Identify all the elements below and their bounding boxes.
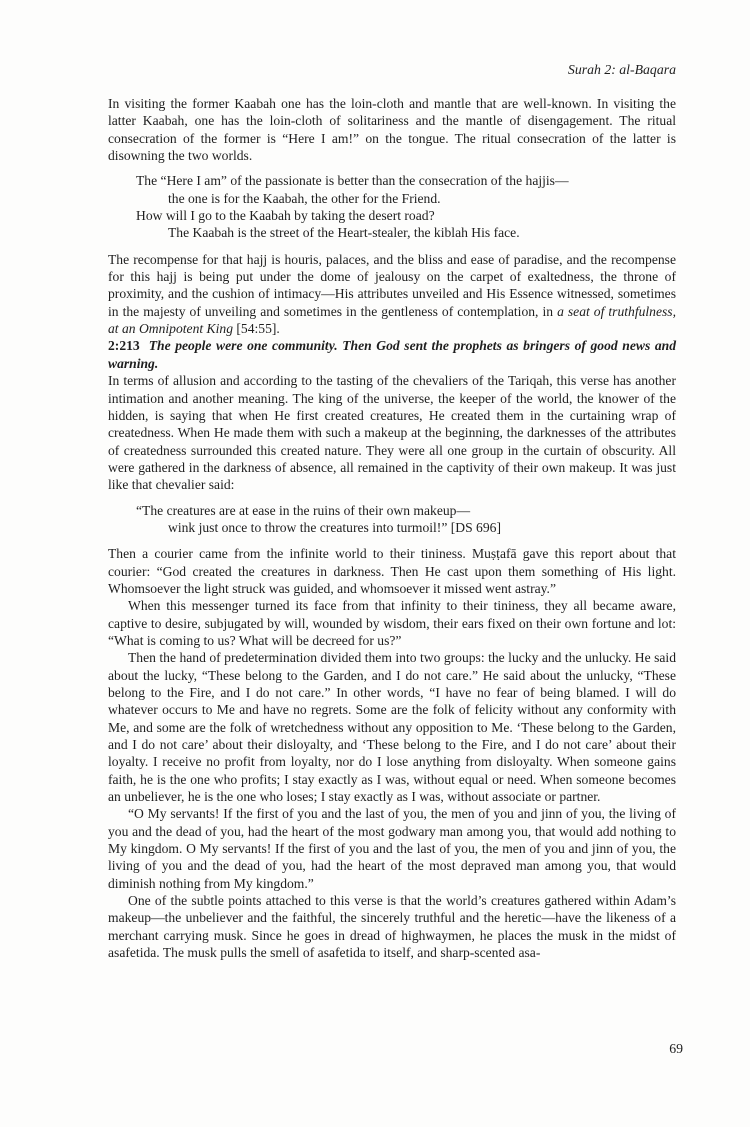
verse-heading-text: The people were one community. Then God sent the prophets as bringers of good news and warning.: [108, 338, 676, 371]
paragraph-courier: Then a courier came from the infinite world to their tininess. Muṣṭafā gave this report about that courier: “God created the creatures in darkness. Then He cast upon them something of His light. Whomsoever the light struck was guided, and whomsoever it missed went astray.”: [108, 546, 676, 596]
verse-number: 2:213: [108, 338, 140, 354]
verse-quote-creatures: [108, 502, 676, 537]
paragraph-recompense: [108, 251, 676, 338]
verse-line: The “Here I am” of the passionate is better than the consecration of the hajjis—: [136, 173, 569, 189]
paragraph-allusion: In terms of allusion and according to the tasting of the chevaliers of the Tariqah, this verse has another intimation and another meaning. The king of the universe, the keeper of the world, the knower of the hidden, is saying that when He first created creatures, He created them in the curtaining wrap of createdness. When He made them with such a makeup at the beginning, the darknesses of the attributes of createdness surrounded this created nature. They were all one group in the curtain of obscurity. All were gathered in the darkness of absence, all remained in the captivity of their own makeup. It was just like that chevalier said:: [108, 373, 676, 493]
paragraph-visiting-kaabah: In visiting the former Kaabah one has the loin-cloth and mantle that are well-known. In visiting the latter Kaabah, one has the loin-cloth of solitariness and the mantle of disengagement. The ritual consecration of the former is “Here I am!” on the tongue. The ritual consecration of the latter is disowning the two worlds.: [108, 96, 676, 164]
verse-line: the one is for the Kaabah, the other for the Friend.: [168, 190, 441, 206]
verse-line: How will I go to the Kaabah by taking the desert road?: [136, 208, 435, 224]
verse-line: wink just once to throw the creatures into turmoil!” [DS 696]: [168, 519, 501, 535]
body-text-column: [108, 95, 676, 962]
paragraph-o-my-servants: “O My servants! If the first of you and the last of you, the men of you and jinn of you, the living of you and the dead of you, had the heart of the most godwary man among you, that would add nothing to My kingdom. O My servants! If the first of you and the last of you, the men of you and jinn of you, the living of you and the dead of you, had the heart of the most depraved man among you, that would diminish nothing from My kingdom.”: [108, 806, 676, 891]
paragraph-subtle-points: One of the subtle points attached to this verse is that the world’s creatures gathered within Adam’s makeup—the unbeliever and the faithful, the sincerely truthful and the heretic—have the likeness of a merchant carrying musk. Since he goes in dread of highwaymen, he places the musk in the midst of asafetida. The musk pulls the smell of asafetida to itself, and sharp-scented asa-: [108, 893, 676, 961]
verse-line: “The creatures are at ease in the ruins of their own makeup—: [136, 502, 471, 518]
paragraph-predetermination: Then the hand of predetermination divided them into two groups: the lucky and the unlucky. He said about the lucky, “These belong to the Garden, and I do not care.” He said about the unlucky, “These belong to the Fire, and I do not care.” In other words, “I have no fear of being blamed. I will do whatever occurs to Me and have no regrets. Some are the folk of felicity without any conformity with Me, and some are the folk of wretchedness without any opposition to Me. ‘These belong to the Garden, and I do not care’ about their disloyalty, and ‘These belong to the Fire, and I do not care’ about their loyalty. I receive no profit from loyalty, nor do I lose anything from disloyalty. When someone gains faith, he is the one who profits; I stay exactly as I was, without equal or need. When someone becomes an unbeliever, he is the one who loses; I stay exactly as I was, without associate or partner.: [108, 650, 676, 805]
running-header: Surah 2: al-Baqara: [567, 62, 676, 77]
text-segment: [54:55].: [233, 321, 280, 337]
verse-heading-2-213: [108, 337, 676, 372]
verse-quote-here-i-am: [108, 172, 676, 241]
verse-line: The Kaabah is the street of the Heart-stealer, the kiblah His face.: [168, 225, 520, 241]
text-segment: The recompense for that hajj is houris, palaces, and the bliss and ease of paradise, and the recompense for this hajj is being put under the dome of jealousy on the carpet of exaltedness, the throne of proximity, and the cushion of intimacy—His attributes unveiled and His Essence witnessed, sometimes in the majesty of unveiling and sometimes in the gentleness of contemplation, in: [108, 251, 676, 319]
page-number: 69: [669, 1041, 683, 1056]
text-segment-quran-citation: a seat of truthfulness, at an Omnipotent King: [108, 303, 676, 337]
paragraph-messenger: When this messenger turned its face from that infinity to their tininess, they all became aware, captive to desire, subjugated by will, wounded by wisdom, their ears fixed on their own fortune and lot: “What is coming to us? What will be decreed for us?”: [108, 598, 676, 648]
